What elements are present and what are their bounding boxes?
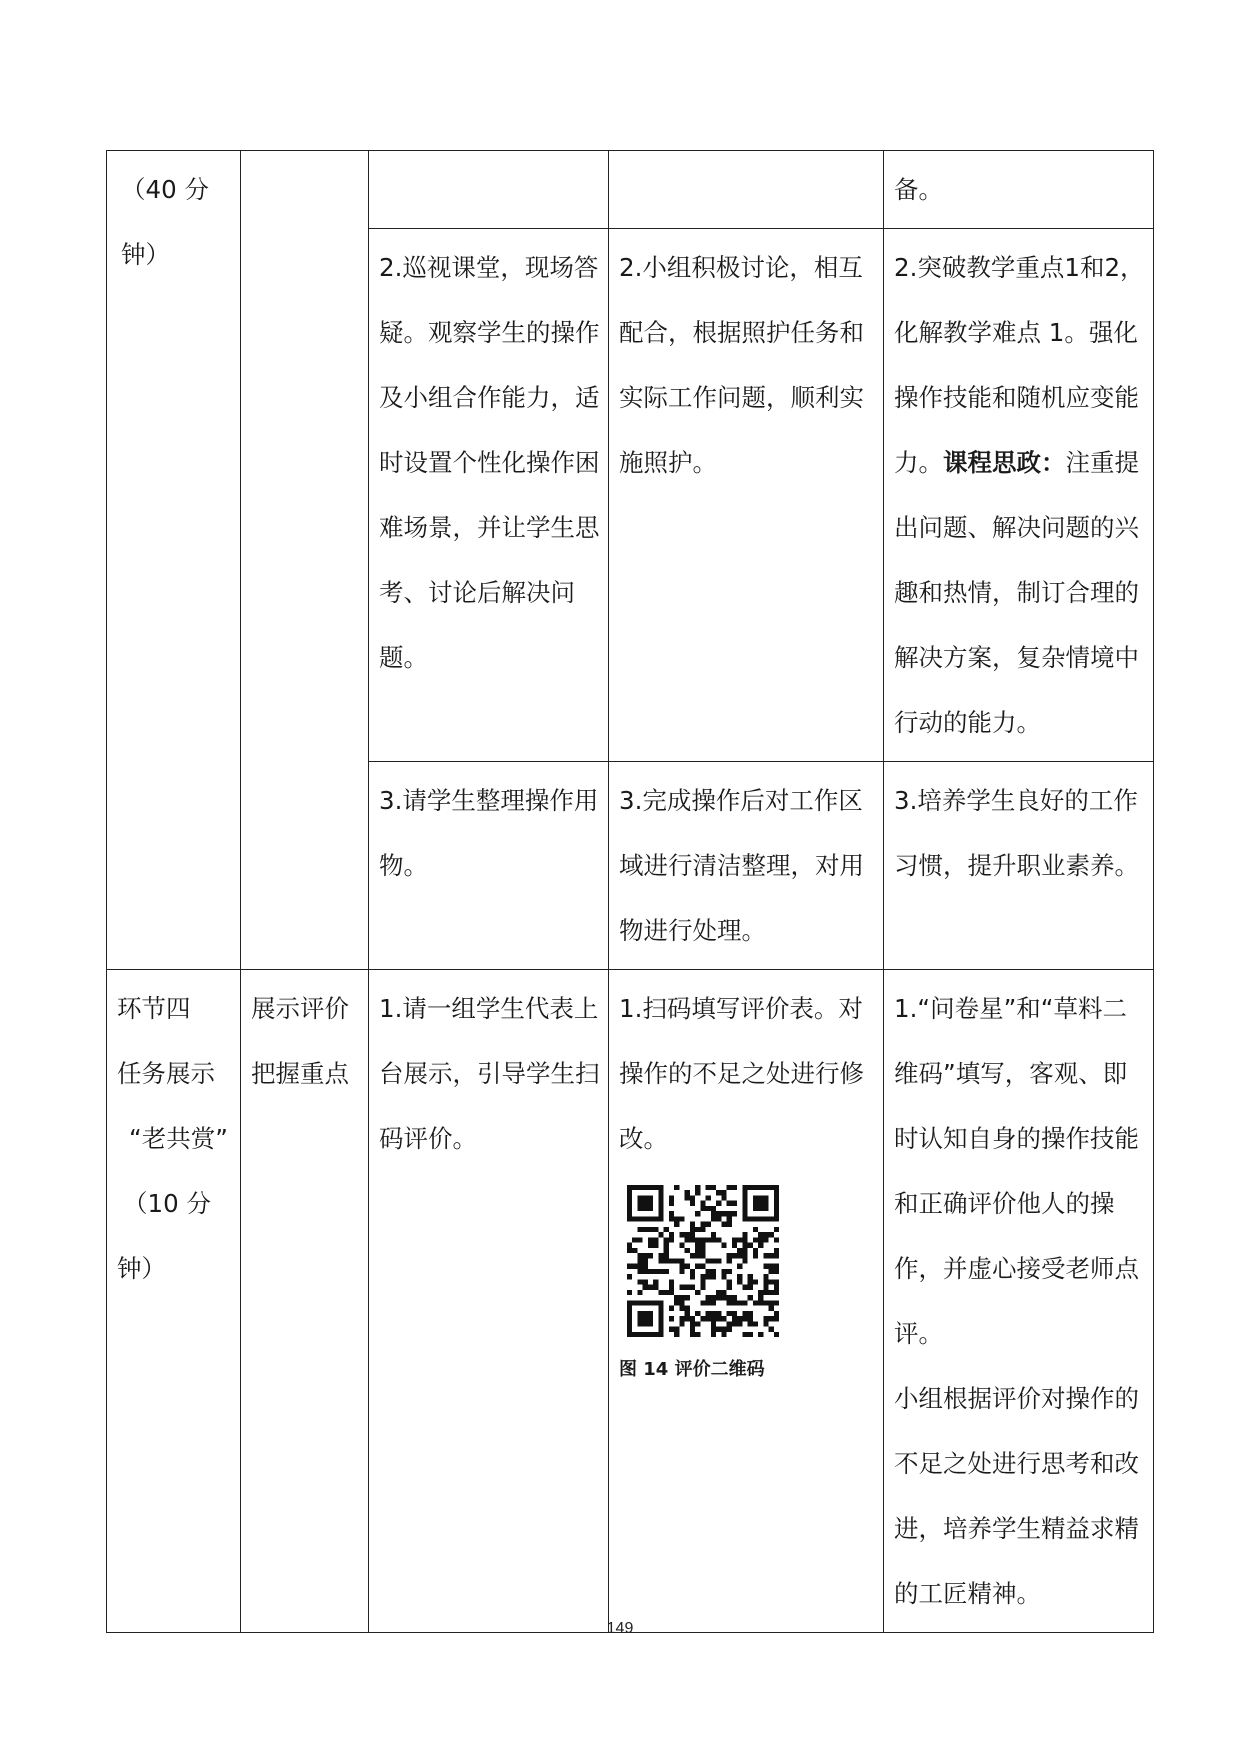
- student-activity-cell: [609, 229, 884, 762]
- design-intent-cell: [884, 970, 1154, 1633]
- stage-title: 任务展示: [117, 1059, 215, 1088]
- figure-caption: 图 14 评价二维码: [619, 1359, 765, 1380]
- design-intent-text: 3.培养学生良好的工作习惯，提升职业素养。: [894, 786, 1139, 880]
- design-intent-text-cont: 注重提出问题、解决问题的兴趣和热情，制订合理的解决方案，复杂情境中行动的能力。: [894, 448, 1139, 737]
- qr-code-icon: [627, 1185, 779, 1337]
- intent-cell: [884, 151, 1154, 229]
- goal-line: 把握重点: [251, 1059, 349, 1088]
- design-intent-text: 2.突破教学重点1和2，化解教学难点 1。强化操作技能和随机应变能力。: [894, 253, 1145, 477]
- stage-cell-continued: [107, 151, 241, 970]
- ideology-label: 课程思政：: [943, 448, 1066, 477]
- stage-subtitle: “老共赏”: [129, 1124, 228, 1153]
- qr-code-image: [627, 1185, 779, 1337]
- intent-text: 备。: [894, 175, 943, 204]
- stage-number: 环节四: [117, 994, 191, 1023]
- student-activity-text: 3.完成操作后对工作区域进行清洁整理，对用物进行处理。: [619, 786, 864, 945]
- design-intent-text: 小组根据评价对操作的不足之处进行思考和改进，培养学生精益求精的工匠精神。: [894, 1384, 1139, 1608]
- teacher-activity-cell: [369, 229, 609, 762]
- teacher-activity-text: 1.请一组学生代表上台展示，引导学生扫码评价。: [379, 994, 600, 1153]
- goal-cell-empty: [241, 151, 369, 970]
- teacher-activity-cell: [369, 762, 609, 970]
- teacher-activity-text: 2.巡视课堂，现场答疑。观察学生的操作及小组合作能力，适时设置个性化操作困难场景，并让学生思考、讨论后解决问题。: [379, 253, 600, 672]
- design-intent-cell: [884, 762, 1154, 970]
- goal-line: 展示评价: [251, 994, 349, 1023]
- goal-cell: [241, 970, 369, 1633]
- design-intent-cell: [884, 229, 1154, 762]
- table-row: [107, 151, 1154, 229]
- student-activity-cell: [609, 762, 884, 970]
- student-activity-text: 2.小组积极讨论，相互配合，根据照护任务和实际工作问题，顺利实施照护。: [619, 253, 864, 477]
- teacher-activity-cell: [369, 970, 609, 1633]
- stage-duration: （40 分钟）: [121, 175, 209, 269]
- student-activity-cell: [609, 970, 884, 1633]
- student-cell-empty: [609, 151, 884, 229]
- teacher-activity-text: 3.请学生整理操作用物。: [379, 786, 599, 880]
- table-row: [107, 970, 1154, 1633]
- design-intent-text: 1.“问卷星”和“草料二维码”填写，客观、即时认知自身的操作技能和正确评价他人的操作，并虚心接受老师点评。: [894, 994, 1139, 1348]
- page-number: 149: [606, 1620, 634, 1637]
- student-activity-text: 1.扫码填写评价表。对操作的不足之处进行修改。: [619, 994, 864, 1153]
- stage-duration: （10 分钟）: [117, 1189, 211, 1283]
- lesson-plan-table: [106, 150, 1154, 1633]
- stage-cell: [107, 970, 241, 1633]
- teacher-cell-empty: [369, 151, 609, 229]
